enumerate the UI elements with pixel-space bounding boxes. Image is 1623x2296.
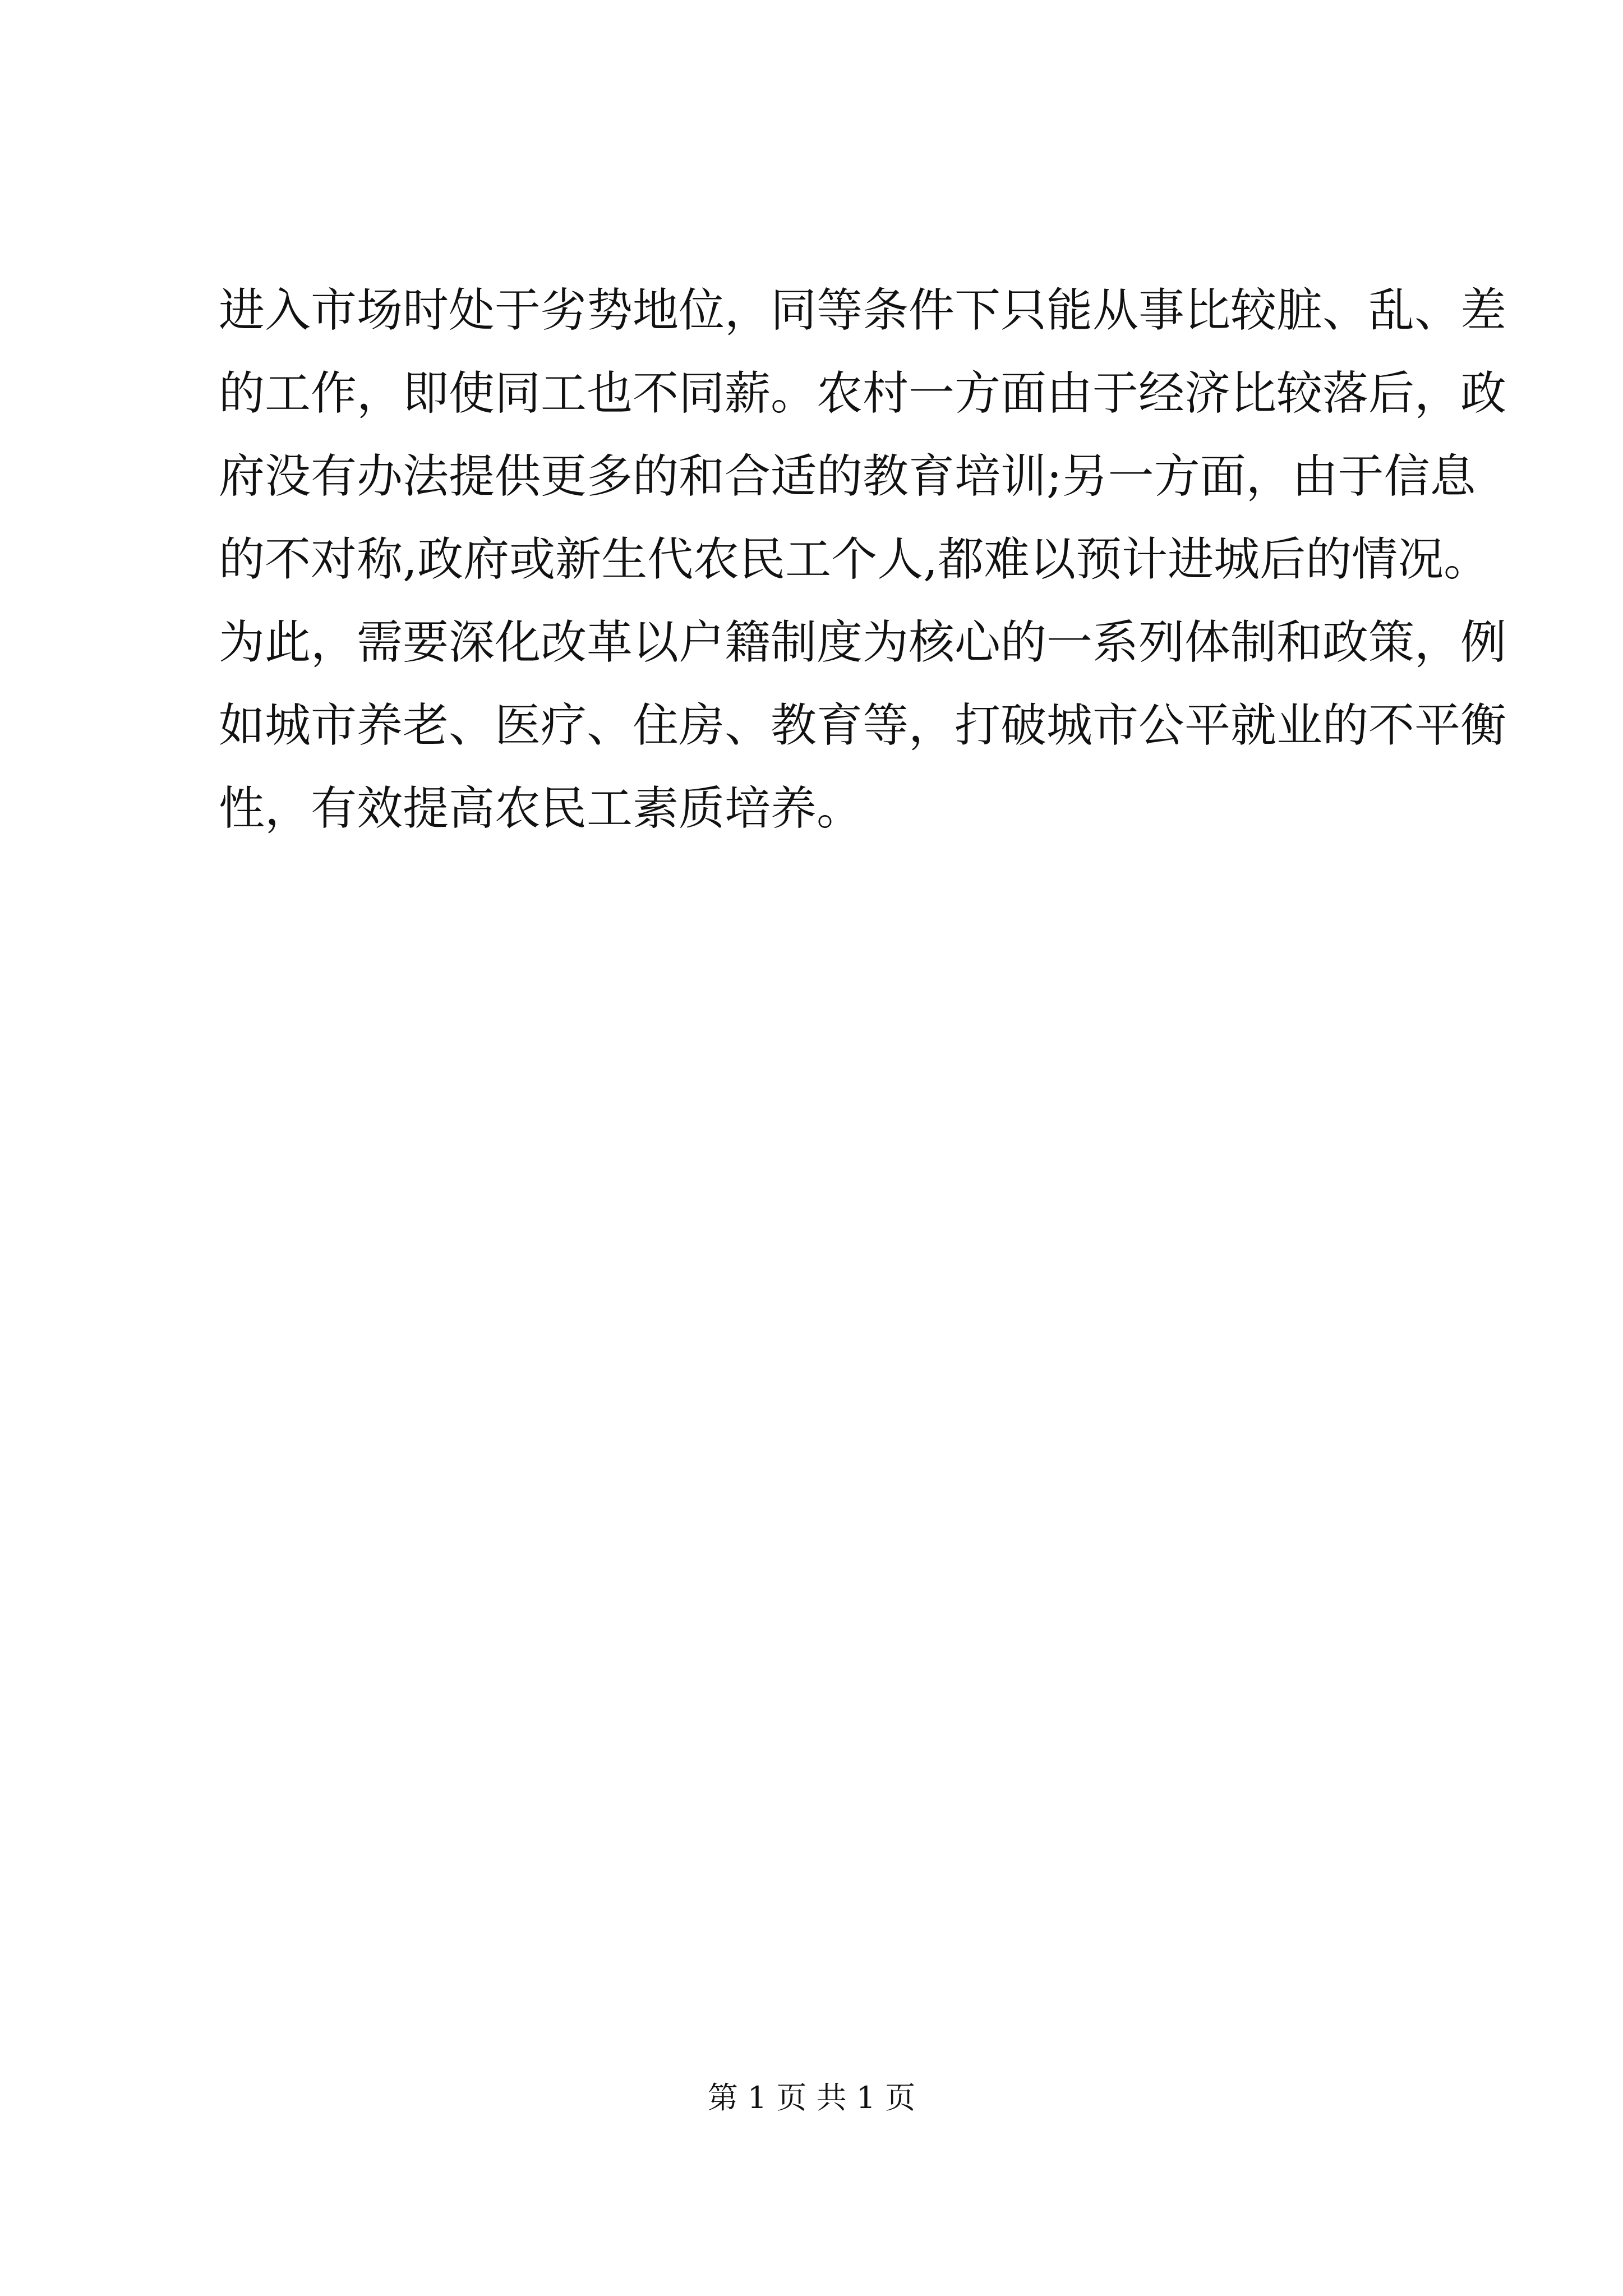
body-paragraph: [219, 269, 1507, 850]
text-line: 的工作，即使同工也不同薪。农村一方面由于经济比较落后，政: [219, 367, 1507, 420]
text-line: 性，有效提高农民工素质培养。: [219, 782, 863, 835]
text-line: 府没有办法提供更多的和合适的教育培训;另一方面，由于信息: [219, 450, 1476, 503]
text-line: 如城市养老、医疗、住房、教育等，打破城市公平就业的不平衡: [219, 699, 1507, 752]
text-line: 进入市场时处于劣势地位，同等条件下只能从事比较脏、乱、差: [219, 284, 1507, 337]
text-line: 的不对称,政府或新生代农民工个人,都难以预计进城后的情况。: [219, 533, 1490, 586]
text-line: 为此，需要深化改革以户籍制度为核心的一系列体制和政策，例: [219, 616, 1507, 669]
page-number-footer: 第 1 页 共 1 页: [707, 2080, 916, 2115]
